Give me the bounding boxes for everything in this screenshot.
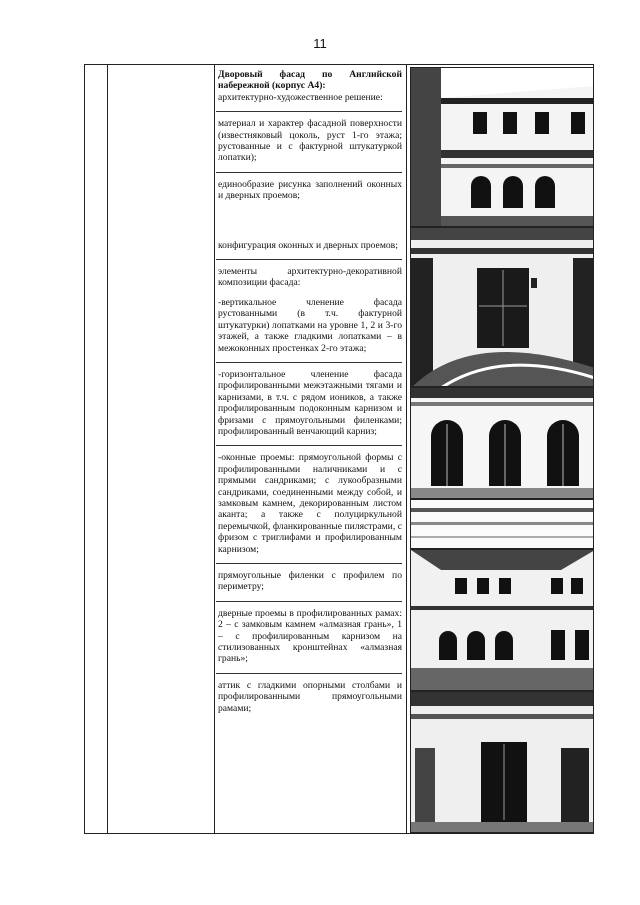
protection-table: [84, 64, 594, 834]
facade-photo-doors: [410, 691, 594, 833]
item-attic: аттик с гладкими опорными столбами и профилированными прямоугольными рамами;: [218, 679, 402, 714]
facade-photo-courtyard: [410, 549, 594, 691]
facade-photo-upper: [410, 67, 594, 227]
item-uniformity: единообразие рисунка заполнений оконных и дверных проемов;: [218, 178, 402, 202]
section-heading: Дворовый фасад по Английской набережной (корпус А4):: [218, 69, 402, 92]
item-door-openings: дверные проемы в профилированных рамах: 2 – с замковым камнем «алмазная грань», 1 – с профилированным карнизом на стилизованных кронштейнах «алмазная грань»;: [218, 607, 402, 665]
item-panels: прямоугольные филенки с профилем по периметру;: [218, 570, 402, 593]
column-divider: [406, 65, 407, 833]
column-divider: [107, 65, 108, 833]
section-subheading: архитектурно-художественное решение:: [218, 91, 383, 103]
item-window-openings: -оконные проемы: прямоугольной формы с профилированными наличниками и с прямыми сандриками; с лукообразными сандриками, соединенными между собой, и замковым камнем, декорированным листом аканта; а также с полуциркульной перемычкой, фланкированные пилястрами, с фризом с триглифами и профилированным карнизом;: [218, 452, 402, 555]
item-vertical-division: -вертикальное членение фасада рустованными (в т.ч. фактурной штукатурки) лопатками на уровне 1, 2 и 3-го этажей, а также гладкими лопатками – в межоконных простенках 2-го этажа;: [218, 296, 402, 354]
column-divider: [214, 65, 215, 833]
page-number: 11: [313, 36, 327, 51]
facade-photo-cornice: [410, 499, 594, 549]
description-column: [218, 69, 402, 722]
facade-photo-entrance: [410, 227, 594, 387]
item-decor-elements: элементы архитектурно-декоративной композиции фасада:: [218, 266, 402, 289]
item-material: материал и характер фасадной поверхности (известняковый цоколь, руст 1-го этажа; рустованные и с фактурной штукатуркой лопатки);: [218, 118, 402, 164]
item-configuration: конфигурация оконных и дверных проемов;: [218, 239, 398, 251]
facade-photo-arched-windows: [410, 387, 594, 499]
item-horizontal-division: -горизонтальное членение фасада профилированными межэтажными тягами и карнизами, в т.ч. с рядом иоников, а также профилированным подоконным карнизом и фризами с прямоугольными филенками; профилированный венчающий карниз;: [218, 368, 402, 437]
